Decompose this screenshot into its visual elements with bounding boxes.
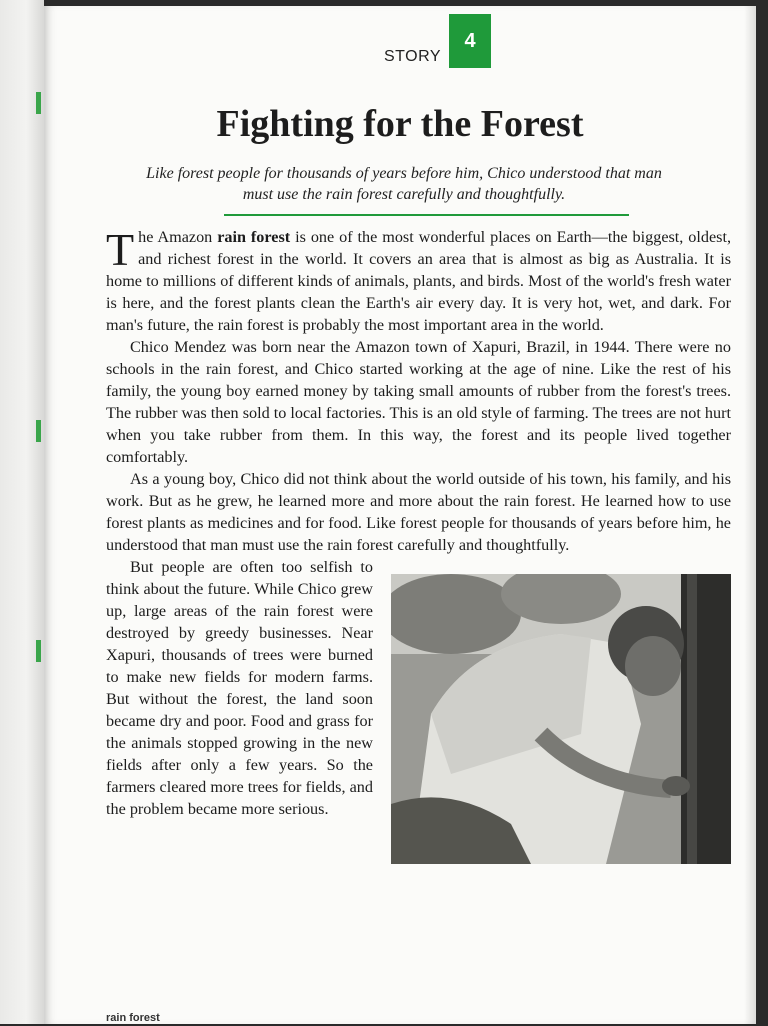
story-number-badge: 4 [449,14,491,68]
page-subtitle: Like forest people for thousands of years before him, Chico understood that man must use the rain forest carefully and thoughtfully. [146,165,662,203]
photo-rubber-tapper [391,574,731,864]
paragraph-2: Chico Mendez was born near the Amazon town of Xapuri, Brazil, in 1944. There were no schools in the rain forest, and Chico started working at the age of nine. Like the rest of his family, the young boy earned money by taking small amounts of rubber from the forest's trees. The rubber was then sold to local factories. This is an old style of farming. The trees are not hurt when you take rubber from them. In this way, the forest and its people lived together comfortably. [106,338,731,466]
page-edge-tab [36,420,41,442]
photo-illustration [391,574,731,864]
story-label: STORY [384,48,442,65]
page-gutter-shadow [744,6,756,1024]
footer-term: rain forest [106,1012,160,1024]
book-page [44,6,756,1024]
facing-page-edge [0,0,44,1024]
paragraph-1 [106,226,731,336]
drop-cap: T [106,224,135,275]
paragraph-4: But people are often too selfish to think about the future. While Chico grew up, large areas of the rain forest were destroyed by greedy businesses. Near Xapuri, thousands of trees were burned to make new fields for modern farms. But without the forest, the land soon became dry and poor. Food and grass for the animals stopped growing in the new fields after only a few years. So the farmers cleared more trees for fields, and the problem became more serious. [106,558,373,818]
page-title: Fighting for the Forest [216,103,584,145]
page-edge-tab [36,92,41,114]
paragraph-3: As a young boy, Chico did not think about the world outside of his town, his family, and his work. But as he grew, he learned more and more about the rain forest. He learned how to use forest plants as medicines and for food. Like forest people for thousands of years before him, he understood that man must use the rain forest carefully and thoughtfully. [106,470,731,554]
story-header [384,14,491,70]
glossary-term: rain forest [217,228,291,246]
page-edge-tab [36,640,41,662]
story-body [106,226,731,864]
paragraph-1-rest: is one of the most wonderful places on Earth—the biggest, oldest, and richest forest in the world. It covers an area that is almost as big as Australia. It is home to millions of different kinds of animals, plants, and birds. Most of the world's fresh water is here, and the forest plants clean the Earth's air every day. It is very hot, wet, and dark. For man's future, the rain forest is probably the most important area in the world. [106,228,731,334]
subtitle-divider [224,214,629,216]
paragraph-1-start: he Amazon [138,228,218,246]
